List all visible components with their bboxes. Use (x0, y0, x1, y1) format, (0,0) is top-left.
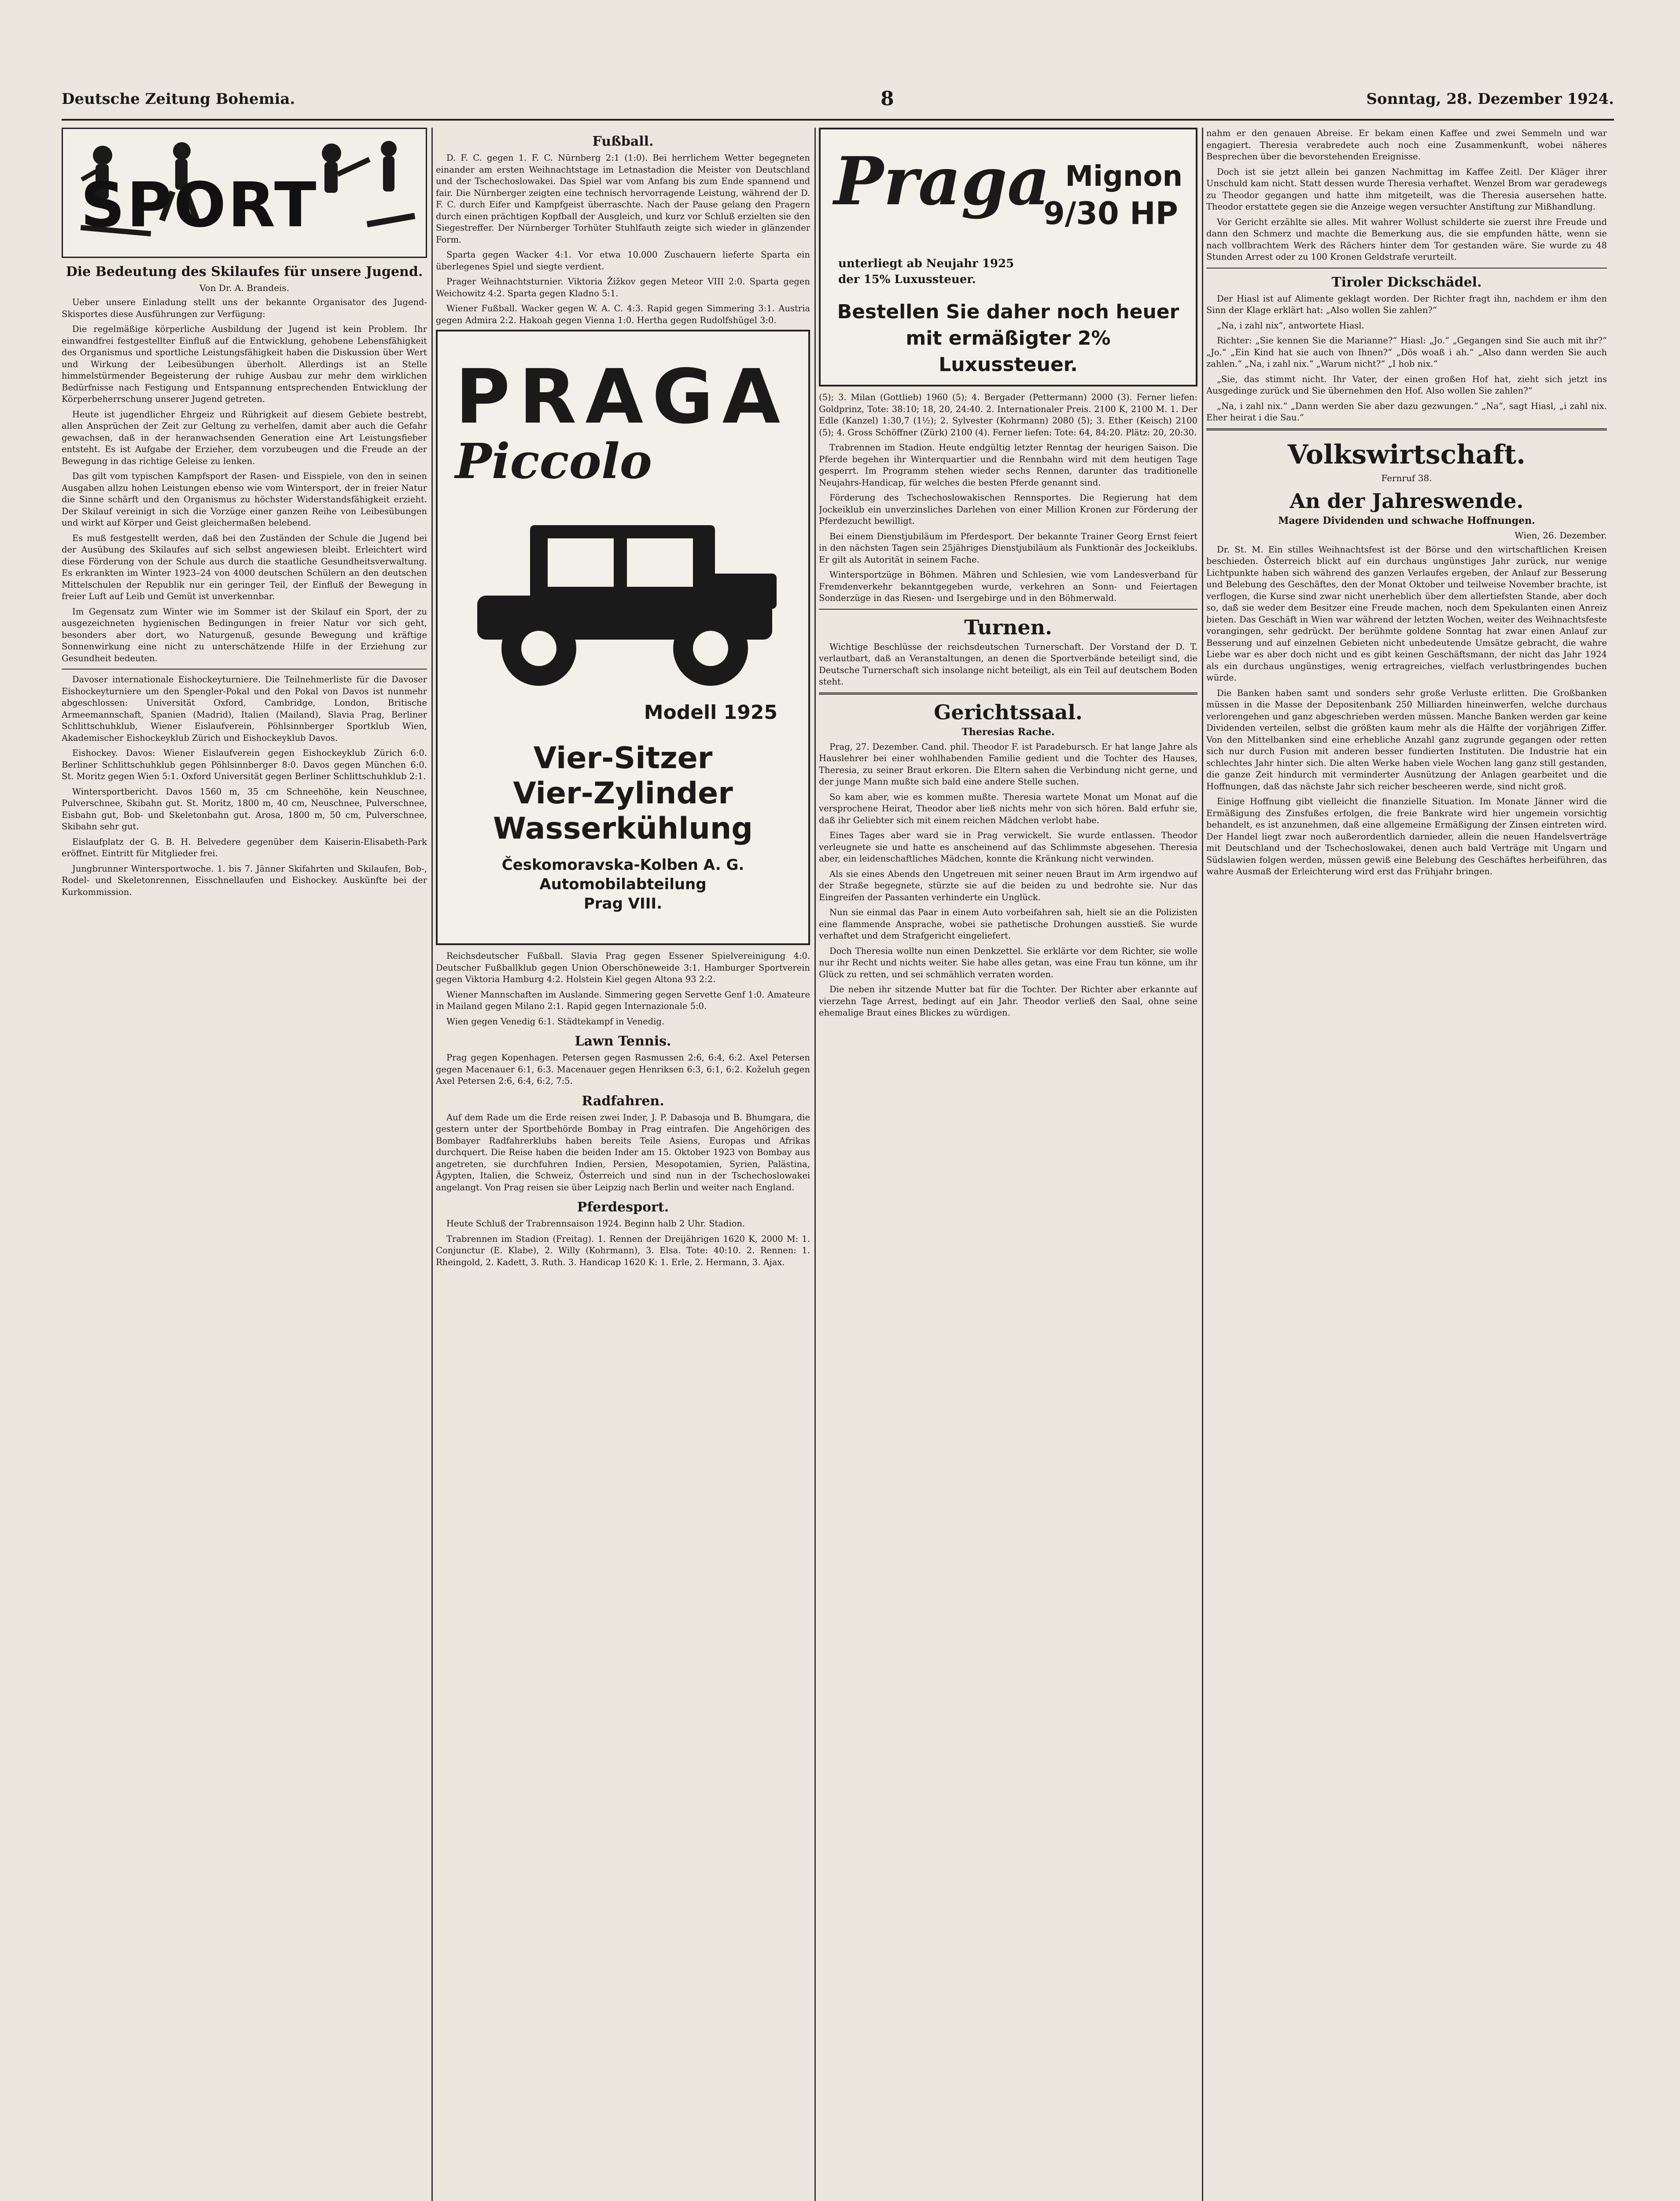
article-subtitle: Theresias Rache. (962, 726, 1055, 738)
article-paragraph: Wintersportzüge in Böhmen. Mähren und Schlesien, wie vom Landesverband für Fremdenverkehr bekanntgegeben wurde, verkehren an Sonn- und Feiertagen Sonderzüge in das Riesen- und Isergebirge und in den Böhmerwald. (819, 570, 1197, 603)
page-number: 8 (881, 88, 894, 110)
article-paragraph: Einige Hoffnung gibt vielleicht die finanzielle Situation. Im Monate Jänner wird die Ermäßigung des Zinsfußes erfolgen, die freie Bankrate wird hier ungemein vorsichtig behandelt, es ist anzunehmen, daß eine allgemeine Ermäßigung der Zinsen eintreten wird. Der Handel liegt zwar noch außerordentlich darnieder, allein die neuen Handelsverträge mit Deutschland und der Tschechoslowakei, denen auch bald Verträge mit Ungarn und Südslawien folgen werden, müssen gewiß eine Belebung des Geschäftes herbeiführen, das wahre Ausmaß der Erleichterung wird erst das Frühjahr bringen. (1206, 796, 1607, 876)
article-paragraph: Jungbrunner Wintersportwoche. 1. bis 7. Jänner Skifahrten und Skilaufen, Bob-, Rodel- und Skeletonrennen, Eisschnellaufen und Eishockey. Auskünfte bei der Kurkommission. (62, 863, 427, 897)
article-paragraph: Ueber unsere Einladung stellt uns der bekannte Organisator des Jugend-Skisportes diese Ausführungen zur Verfügung: (62, 297, 427, 319)
article-dateline: Wien, 26. Dezember. (1514, 530, 1607, 541)
ad-feature-line: Vier-Sitzer (533, 741, 713, 776)
ad-order-text (834, 299, 1183, 378)
article-paragraph: Nun sie einmal das Paar in einem Auto vorbeifahren sah, hielt sie an die Polizisten eine flammende Ansprache, wobei sie pathetische Drohungen ausstieß. Sie wurde verhaftet und dem Strafgericht eingeliefert. (819, 907, 1197, 941)
ad-company-city: Prag VIII. (584, 895, 662, 913)
ad-model-name: Piccolo (455, 433, 652, 490)
article-paragraph: „Na, i zahl nix“, antwortete Hiasl. (1217, 320, 1364, 331)
article-paragraph: Der Hiasl ist auf Alimente geklagt worden. Der Richter fragt ihn, nachdem er ihm den Sinn der Klage erklärt hat: „Also wollen Sie zahlen?“ (1206, 293, 1607, 315)
newspaper-name: Deutsche Zeitung Bohemia. (62, 90, 295, 108)
article-paragraph: Es muß festgestellt werden, daß bei den Zuständen der Schule die Jugend bei der Ausübung des Skilaufes auf sich selbst angewiesen bleibt. Erleichtert wird diese Förderung von der Schule aus durch die staatliche Gesundheitsverwaltung. Es erkrankten im Winter 1923–24 von 4000 deutschen Schülern an den deutschen Mittelschulen der Republik nur ein geringer Teil, der Einfluß der Bewegung in freier Luft auf Leib und Gemüt ist unverkennbar. (62, 533, 427, 601)
article-paragraph: Die Banken haben samt und sonders sehr große Verluste erlitten. Die Großbanken müssen in die Masse der Depositenbank 250 Milliarden hineinwerfen, welche durchaus verlorengehen und ganz abgeschrieben werden müssen. Manche Banken werden gar keine Dividenden verteilen, selbst die größten kaum mehr als die Hälfte der vorjährigen Ziffer. Von den Mittelbanken sind eine erhebliche Anzahl ganz zugrunde gegangen oder retten sich nur durch Fusion mit anderen besser fundierten Instituten. Die Industrie hat ein schlechtes Jahr hinter sich. Die alten Werke haben viele Wochen lang ganz still gestanden, die ganze Zeit hindurch mit verminderter Ausnützung der Anlagen gearbeitet und die Hoffnungen, daß das nächste Jahr sich reicher bescheeren werde, sind nicht groß. (1206, 688, 1607, 791)
column-divider (1202, 128, 1203, 2201)
article-paragraph: Bei einem Dienstjubiläum im Pferdesport. Der bekannte Trainer Georg Ernst feiert in den nächsten Tagen sein 25jähriges Dienstjubiläum als Funktionär des Jockeiklubs. Er gilt als Autorität in seinem Fache. (819, 531, 1197, 565)
ad-horsepower: 9/30 HP (1043, 195, 1178, 232)
ad-company-dept: Automobilabteilung (539, 876, 707, 893)
sport-logo-text: SPORT (81, 169, 318, 241)
ad-company-name: Českomoravska-Kolben A. G. (501, 856, 744, 874)
article-paragraph: Richter: „Sie kennen Sie die Marianne?“ Hiasl: „Jo.“ „Gegangen sind Sie auch mit ihr?“ „Jo.“ „Ein Kind hat sie auch von Ihnen?“ „Dös woaß i ah.“ „Also dann werden Sie auch zahlen.“ „Na, i zahl nix.“ „Warum nicht?“ „I hob nix.“ (1206, 335, 1607, 369)
column-1 (62, 128, 427, 2201)
article-paragraph: Prag gegen Kopenhagen. Petersen gegen Rasmussen 2:6, 6:4, 6:2. Axel Petersen gegen Macenauer 6:1, 6:3. Macenauer gegen Henriksen 6:3, 6:1, 6:2. Koželuh gegen Axel Petersen 2:6, 6:4, 6:2, 7:5. (436, 1053, 810, 1086)
article-paragraph: „Na, i zahl nix.“ „Dann werden Sie aber dazu gezwungen.“ „Na“, sagt Hiasl, „i zahl nix. Eher heirat i die Sau.“ (1206, 401, 1607, 423)
article-paragraph: Heute ist jugendlicher Ehrgeiz und Rührigkeit auf diesem Gebiete bestrebt, allen Ansprüchen der Zeit zur Geltung zu verhelfen, damit aber auch die Gefahr gewachsen, daß in der heranwachsenden Generation eine Art Leistungsfieber entsteht. Es ist Aufgabe der Erzieher, dem vorzubeugen und die Freude an der Bewegung in das richtige Geleise zu lenken. (62, 409, 427, 466)
section-title: Tiroler Dickschädel. (1331, 274, 1482, 290)
ad-feature-line: Wasserkühlung (493, 811, 753, 846)
section-title: Lawn Tennis. (575, 1034, 671, 1049)
section-title: Pferdesport. (577, 1200, 669, 1215)
article-paragraph: Wien gegen Venedig 6:1. Städtekampf in Venedig. (446, 1016, 664, 1027)
section-title: Radfahren. (582, 1093, 664, 1109)
article-paragraph: Wichtige Beschlüsse der reichsdeutschen Turnerschaft. Der Vorstand der D. T. verlautbart, daß an Veranstaltungen, an denen die Sportverbände beteiligt sind, die Deutsche Turnerschaft sich insolange nicht beteiligt, als ein Teil auf deutschem Boden steht. (819, 641, 1197, 687)
article-paragraph: Reichsdeutscher Fußball. Slavia Prag gegen Essener Spielvereinigung 4:0. Deutscher Fußballklub gegen Union Oberschöneweide 3:1. Hamburger Sportverein gegen Viktoria Hamburg 4:2. Holstein Kiel gegen Altona 93 2:2. (436, 951, 810, 984)
ad-order-line: mit ermäßigter 2% Luxussteuer. (906, 327, 1111, 376)
article-paragraph: Eislaufplatz der G. B. H. Belvedere gegenüber dem Kaiserin-Elisabeth-Park eröffnet. Eintritt für Mitglieder frei. (62, 836, 427, 858)
article-author: Von Dr. A. Brandeis. (199, 283, 289, 293)
section-title: Volkswirtschaft. (1287, 439, 1526, 470)
issue-date: Sonntag, 28. Dezember 1924. (1366, 90, 1614, 108)
article-paragraph: Heute Schluß der Trabrennsaison 1924. Beginn halb 2 Uhr. Stadion. (446, 1218, 745, 1229)
article-paragraph: „Sie, das stimmt nicht. Ihr Vater, der einen großen Hof hat, zieht sich jetzt ins Ausgedinge zurück und Sie übernehmen den Hof. Also wollen Sie zahlen?“ (1206, 374, 1607, 396)
article-paragraph: Doch Theresia wollte nun einen Denkzettel. Sie erklärte vor dem Richter, sie wolle nur ihr Recht und nichts weiter. Sie habe alles getan, was eine Frau tun könne, um ihr Glück zu retten, und sei schmählich verraten worden. (819, 946, 1197, 979)
article-paragraph: Trabrennen im Stadion. Heute endgültig letzter Renntag der heurigen Saison. Die Pferde begehen ihr Winterquartier und die Rennbahn wird mit dem heutigen Tage gesperrt. Im Programm stehen wieder sechs Rennen, darunter das traditionelle Neujahrs-Handicap, für welches die besten Pferde genannt sind. (819, 442, 1197, 488)
article-paragraph: Prager Weihnachtsturnier. Viktoria Žižkov gegen Meteor VIII 2:0. Sparta gegen Weichowitz 4:2. Sparta gegen Kladno 5:1. (436, 276, 810, 298)
article-paragraph: Dr. St. M. Ein stilles Weihnachtsfest ist der Börse und den wirtschaftlichen Kreisen beschieden. Österreich blickt auf ein durchaus ungünstiges Jahr zurück, nur wenige Lichtpunkte haben sich während des ganzen Verlaufes ergeben, der Anlauf zur Besserung und Belebung des Geschäftes, den der Monat Oktober und teilweise November brachte, ist verflogen, die Kurse sind zwar nicht unerheblich über dem allertiefsten Stande, aber doch so, daß sie weder dem Besitzer eine Freude machen, noch dem Spekulanten einen Anreiz bieten. Das Geschäft in Wien war während der letzten Wochen, weiter des Weihnachtsfeste vorangingen, sehr gedrückt. Der berühmte goldene Sonntag hat zwar einen Anlauf zur Besserung und auf einzelnen Gebieten nicht unbedeutende Umsätze gebracht, die wahre Liebe war es aber doch nicht und es gibt keinen Geschäftsmann, der nicht das Jahr 1924 als ein durchaus ungünstiges, wenig ertragreiches, vielfach verlustbringendes buchen würde. (1206, 544, 1607, 683)
article-paragraph: Die neben ihr sitzende Mutter bat für die Tochter. Der Richter aber erkannte auf vierzehn Tage Arrest, bedingt auf ein Jahr. Theodor verließ den Saal, ohne seine ehemalige Braut eines Blickes zu würdigen. (819, 984, 1197, 1018)
praga-mignon-advertisement (819, 128, 1197, 386)
ad-feature-line: Vier-Zylinder (513, 776, 733, 811)
section-title: Turnen. (964, 615, 1052, 639)
article-title: An der Jahreswende. (1289, 489, 1524, 513)
section-title: Fußball. (592, 134, 654, 149)
ad-features (438, 741, 808, 847)
ad-fine-line: der 15% Luxussteuer. (838, 273, 976, 286)
article-paragraph: Trabrennen im Stadion (Freitag). 1. Rennen der Dreijährigen 1620 K, 2000 M: 1. Conjunctur (E. Klabe), 2. Willy (Kohrmann), 3. Elsa. Tote: 40:10. 2. Rennen: 1. Rheingold, 2. Kadett, 3. Ruth. 3. Handicap 1620 K: 1. Erle, 2. Hermann, 3. Ajax. (436, 1233, 810, 1267)
ad-model-year: Modell 1925 (644, 701, 777, 724)
column-2 (436, 128, 810, 2201)
section-rule (819, 692, 1197, 695)
ad-model-name: Mignon (1065, 160, 1183, 193)
section-rule (1206, 268, 1607, 269)
column-divider (431, 128, 433, 2201)
article-paragraph: Eines Tages aber ward sie in Prag verwickelt. Sie wurde entlassen. Theodor verleugnete sie und hatte es anscheinend auf das Schlimmste abgesehen. Theresia aber, ein leidenschaftliches Mädchen, konnte die Kränkung nicht verwinden. (819, 830, 1197, 864)
ad-brand: Praga (834, 143, 1050, 220)
section-rule (819, 609, 1197, 610)
article-paragraph: Im Gegensatz zum Winter wie im Sommer ist der Skilauf ein Sport, der zu ausgezeichneten hygienischen Bedingungen in freier Natur vor sich geht, besonders aber dort, wo Naturgenuß, gesunde Bewegung und kräftige Sonnenwirkung eine nicht zu unterschätzende Hilfe in der Erziehung zur Gesundheit bedeuten. (62, 606, 427, 663)
article-paragraph: So kam aber, wie es kommen mußte. Theresia wartete Monat um Monat auf die versprochene Heirat, Theodor aber ließ nichts mehr von sich hören. Bald erfuhr sie, daß ihr Geliebter sich mit einem reichen Mädchen verlobt habe. (819, 791, 1197, 825)
article-paragraph: Prag, 27. Dezember. Cand. phil. Theodor F. ist Paradebursch. Er hat lange Jahre als Hauslehrer bei einer wohlhabenden Familie gedient und die Tochter des Hauses, Theresia, zu seiner Braut erkoren. Die Eltern sahen die Verbindung nicht gerne, und der junge Mann mußte sich bald eine andere Stelle suchen. (819, 741, 1197, 787)
ad-order-line: Bestellen Sie daher noch heuer (837, 301, 1179, 323)
ad-company (438, 855, 808, 913)
article-title: Die Bedeutung des Skilaufes für unsere Jugend. (66, 264, 423, 280)
article-paragraph: Vor Gericht erzählte sie alles. Mit wahrer Wollust schilderte sie zuerst ihre Freude und dann den Schmerz und machte die Bemerkung aus, die sie empfunden hätte, wenn sie nach vollbrachtem Werk des Rächers hinter dem Tor gestanden wäre. Sie wurde zu 48 Stunden Arrest oder zu 100 Kronen Geldstrafe verurteilt. (1206, 217, 1607, 262)
article-paragraph: Eishockey. Davos: Wiener Eislaufverein gegen Eishockeyklub Zürich 6:0. Berliner Schlittschuhklub gegen Pöhlsinnberger 8:0. Davos gegen München 6:0. St. Moritz gegen Wien 5:1. Oxford Universität gegen Berliner Schlittschuhklub 2:1. (62, 748, 427, 781)
article-paragraph: Förderung des Tschechoslowakischen Rennsportes. Die Regierung hat dem Jockeiklub ein unverzinsliches Darlehen von einer Million Kronen zur Förderung der Pferdezucht bewilligt. (819, 493, 1197, 526)
article-paragraph: Doch ist sie jetzt allein bei ganzen Nachmittag im Kaffee Zeitl. Der Kläger ihrer Unschuld kam nicht. Statt dessen wurde Theresia verhaftet. Wenzel Brom war geradewegs zu Theodor gegangen und hatte ihm mitgeteilt, was die Theresia ausersehen hatte. Theodor erstattete gegen sie die Anzeige wegen versuchter Anstiftung zur Mißhandlung. (1206, 166, 1607, 212)
ad-fine-print (838, 257, 1178, 289)
column-4 (1206, 128, 1607, 2201)
praga-piccolo-advertisement (436, 330, 810, 945)
article-paragraph: Davoser internationale Eishockeyturniere. Die Teilnehmerliste für die Davoser Eishockeyturniere um den Spengler-Pokal und den Pokal von Davos ist nunmehr abgeschlossen: Universität Oxford, Cambridge, London, Britische Armeemannschaft, Spanien (Madrid), Italien (Mailand), Slavia Prag, Berliner Schlittschuhklub, Wiener Eislaufverein, Pöhlsinnberger Sportklub Wien, Akademischer Eishockeyklub Zürich und Eishockeyklub Davos. (62, 674, 427, 743)
section-rule (62, 669, 427, 670)
article-paragraph: D. F. C. gegen 1. F. C. Nürnberg 2:1 (1:0). Bei herrlichem Wetter begegneten einander am ersten Weihnachtstage im Letnastadion die Meister von Deutschland und der Tschechoslowakei. Das Spiel war vom Anfang bis zum Ende spannend und fair. Die Nürnberger zeigten eine technisch hervorragende Leistung, während der D. F. C. durch Eifer und Kampfgeist überraschte. Nach der Pause gelang den Pragern durch einen prächtigen Kopfball der Ausgleich, und kurz vor Schluß erzielten sie den Siegestreffer. Der Nürnberger Torhüter Stuhlfauth zeigte sich wieder in glänzender Form. (436, 153, 810, 245)
article-paragraph: Wintersportbericht. Davos 1560 m, 35 cm Schneehöhe, kein Neuschnee, Pulverschnee, Skibahn gut. St. Moritz, 1800 m, 40 cm, Neuschnee, Pulverschnee, Eisbahn gut, Bob- und Skeletonbahn gut. Arosa, 1800 m, 50 cm, Pulverschnee, Skibahn sehr gut. (62, 786, 427, 832)
article-paragraph: Auf dem Rade um die Erde reisen zwei Inder, J. P. Dabasoja und B. Bhumgara, die gestern unter der Sportbehörde Bombay in Prag eintrafen. Die Angehörigen des Bombayer Radfahrerklubs haben bereits Teile Asiens, Europas und Afrikas durchquert. Die Reise haben die beiden Inder am 15. Oktober 1923 von Bombay aus angetreten, sie durchfuhren Indien, Persien, Mesopotamien, Syrien, Palästina, Ägypten, Italien, die Schweiz, Österreich und sind nun in der Tschechoslowakei angelangt. Von Prag reisen sie über Leipzig nach Berlin und weiter nach England. (436, 1112, 810, 1193)
article-paragraph: Wiener Mannschaften im Auslande. Simmering gegen Servette Genf 1:0. Amateure in Mailand gegen Milano 2:1. Rapid gegen Internazionale 5:0. (436, 989, 810, 1011)
article-paragraph: Sparta gegen Wacker 4:1. Vor etwa 10.000 Zuschauern lieferte Sparta ein überlegenes Spiel und siegte verdient. (436, 250, 810, 272)
section-title: Gerichtssaal. (934, 700, 1083, 724)
column-3 (819, 128, 1197, 2201)
article-paragraph: Wiener Fußball. Wacker gegen W. A. C. 4:3. Rapid gegen Simmering 3:1. Austria gegen Admira 2:2. Hakoah gegen Vienna 1:0. Hertha gegen Rudolfshügel 3:0. (436, 303, 810, 325)
article-subtitle: Magere Dividenden und schwache Hoffnungen. (1278, 515, 1535, 526)
section-phone: Fernruf 38. (1381, 472, 1432, 483)
sport-logo (62, 128, 427, 258)
column-divider (814, 128, 816, 2201)
article-paragraph: Das gilt vom typischen Kampfsport der Rasen- und Eisspiele, von den in seinen Ausgaben allzu hohen Leistungen ebenso wie vom Wintersport, der in freier Natur die Sinne schärft und den Organismus zu höchster Widerstandsfähigkeit erzieht. Der Skilauf vereinigt in sich die Vorzüge einer ganzen Reihe von Leibesübungen und wirkt auf Körper und Geist gleichermaßen belebend. (62, 471, 427, 528)
section-rule (1206, 428, 1607, 431)
header-rule (62, 119, 1614, 121)
page-header (62, 90, 1614, 117)
article-paragraph: nahm er den genauen Abreise. Er bekam einen Kaffee und zwei Semmeln und war engagiert. Theresia verabredete auch noch eine Zusammenkunft, wobei näheres Besprechen über die bevorstehenden Ereignisse. (1206, 128, 1607, 162)
article-paragraph: Als sie eines Abends den Ungetreuen mit seiner neuen Braut im Arm irgendwo auf der Straße begegnete, stürzte sie auf die beiden zu und bedrohte sie. Nur das Eingreifen der Passanten verhinderte ein Unglück. (819, 869, 1197, 902)
car-illustration-icon (464, 508, 785, 697)
ad-brand: PRAGA (455, 353, 789, 441)
article-paragraph: (5); 3. Milan (Gottlieb) 1960 (5); 4. Bergader (Pettermann) 2000 (3). Ferner liefen: Goldprinz, Tote: 38:10; 18, 20, 24:40. 2. Internationaler Preis. 2100 K, 2100 M. 1. Der Edle (Kanzel) 1:30,7 (1½); 2. Sylvester (Kohrmann) 2080 (5); 3. Ether (Keisch) 2100 (5); 4. Gross Schöffner (Zürk) 2100 (4). Ferner liefen: Tote: 64, 84:20. Plätz: 20, 20:30. (819, 392, 1197, 438)
ad-fine-line: unterliegt ab Neujahr 1925 (838, 257, 1014, 270)
article-paragraph: Die regelmäßige körperliche Ausbildung der Jugend ist kein Problem. Ihr einwandfrei festgestellter Einfluß auf die Entwicklung, gehobene Lebensfähigkeit des Organismus und sportliche Leistungsfähigkeit haben die Diskussion über Wert und Wirkung der Leibesübungen überholt. Allerdings ist an Stelle himmelstürmender Begeisterung der ruhige Ausbau zur mehr dem wirklichen Bedürfnisse nach Festigung und Entspannung entsprechenden Entwicklung der Körperbeherrschung unserer Jugend getreten. (62, 324, 427, 404)
